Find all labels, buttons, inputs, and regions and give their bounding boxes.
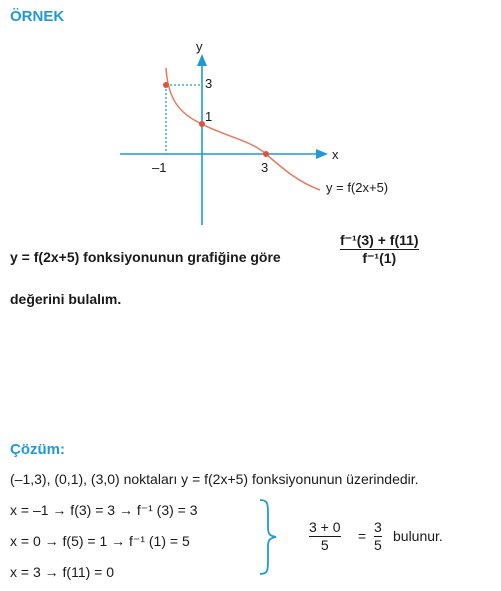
- right-brace: [256, 498, 282, 576]
- solution-line: x = 3 → f(11) = 0: [10, 564, 115, 580]
- fraction-numerator: f⁻¹(3) + f(11): [340, 232, 419, 248]
- fraction-denominator: f⁻¹(1): [362, 250, 397, 267]
- example-heading: ÖRNEK: [10, 8, 65, 25]
- simplified-numerator: 3: [374, 519, 382, 535]
- example-graph: [0, 0, 501, 240]
- tick-y-3: 3: [205, 76, 213, 91]
- solution-heading: Çözüm:: [10, 441, 65, 458]
- result-numerator: 3 + 0: [309, 519, 341, 535]
- result-denominator: 5: [320, 537, 329, 554]
- solution-line: x = 0 → f(5) = 1 → f⁻¹ (1) = 5: [10, 533, 190, 549]
- y-axis-arrow: [197, 54, 207, 66]
- point-3-0: [263, 151, 269, 157]
- tick-y-1: 1: [205, 109, 213, 124]
- question-fraction: [340, 232, 419, 267]
- solution-line: x = –1 → f(3) = 3 → f⁻¹ (3) = 3: [10, 502, 198, 518]
- tick-x-3: 3: [261, 160, 269, 175]
- simplified-denominator: 5: [374, 537, 382, 554]
- question-text: y = f(2x+5) fonksiyonunun grafiğine göre: [10, 249, 281, 265]
- result-fraction: [309, 519, 341, 554]
- result-suffix: bulunur.: [393, 528, 443, 544]
- y-axis-label: y: [196, 39, 203, 54]
- solution-intro: (–1,3), (0,1), (3,0) noktaları y = f(2x+5) fonksiyonunun üzerindedir.: [10, 471, 419, 487]
- point-neg1-3: [163, 82, 169, 88]
- function-curve: [166, 68, 320, 190]
- x-axis-arrow: [316, 149, 328, 159]
- simplified-fraction: [374, 519, 382, 554]
- result-equals: =: [358, 528, 367, 544]
- question-end: değerini bulalım.: [10, 291, 122, 307]
- x-axis-label: x: [332, 147, 339, 162]
- tick-x-neg1: –1: [152, 160, 167, 175]
- curve-label: y = f(2x+5): [326, 180, 389, 195]
